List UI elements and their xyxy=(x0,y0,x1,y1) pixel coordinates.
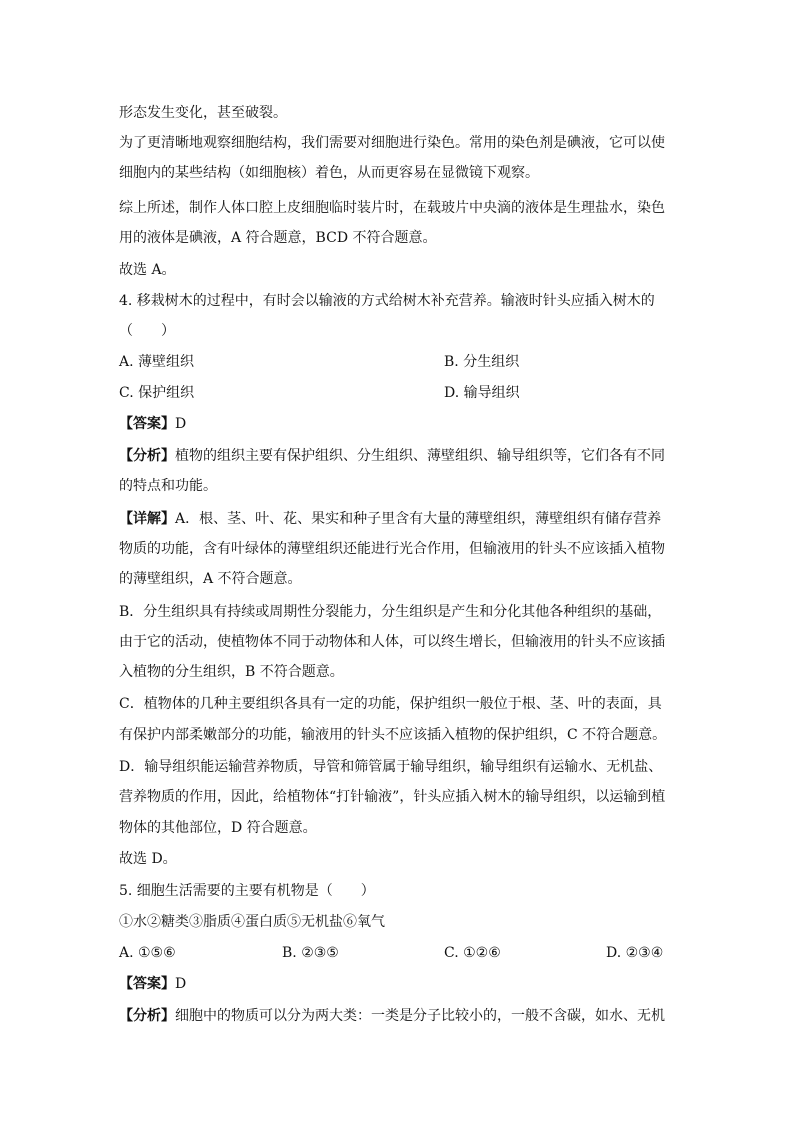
text-line: 故选 A。 xyxy=(119,262,176,278)
q4-detail-line: 物体的其他部位，D 符合题意。 xyxy=(119,820,317,836)
q4-detail-line: 物质的功能，含有叶绿体的薄壁组织还能进行光合作用，但输液用的针头不应该插入植物 xyxy=(119,541,665,557)
q4-detail-line: 由于它的活动，使植物体不同于动物体和人体，可以终生增长，但输液用的针头不应该插 xyxy=(119,634,665,650)
q4-detail-line: 入植物的分生组织，B 不符合题意。 xyxy=(119,664,344,680)
q4-detail-line: 的薄壁组织，A 不符合题意。 xyxy=(119,571,302,587)
q4-option-c: C. 保护组织 xyxy=(119,385,195,401)
detail-text: A．根、茎、叶、花、果实和种子里含有大量的薄壁组织，薄壁组织有储存营养 xyxy=(175,511,662,527)
q5-option-b: B. ②③⑤ xyxy=(282,945,339,961)
q4-option-d: D. 输导组织 xyxy=(444,385,520,401)
question-5-items: ①水②糖类③脂质④蛋白质⑤无机盐⑥氧气 xyxy=(119,914,385,930)
q5-option-c: C. ①②⑥ xyxy=(444,945,501,961)
q4-conclusion: 故选 D。 xyxy=(119,851,177,867)
q4-detail xyxy=(119,509,661,529)
detail-tag: 【详解】 xyxy=(119,511,175,527)
answer-value: D xyxy=(175,976,187,992)
q4-detail-line: 有保护内部柔嫩部分的功能，输液用的针头不应该插入植物的保护组织，C 不符合题意。 xyxy=(119,727,667,743)
answer-value: D xyxy=(175,416,187,432)
analysis-tag: 【分析】 xyxy=(119,448,175,464)
question-4-stem-paren: （ ） xyxy=(119,323,175,339)
text-line: 细胞内的某些结构（如细胞核）着色，从而更容易在显微镜下观察。 xyxy=(119,165,539,181)
q4-detail-line: C．植物体的几种主要组织各具有一定的功能，保护组织一般位于根、茎、叶的表面，具 xyxy=(119,696,662,712)
q4-detail-line: D．输导组织能运输营养物质，导管和筛管属于输导组织，输导组织有运输水、无机盐、 xyxy=(119,759,663,775)
analysis-tag: 【分析】 xyxy=(119,1008,175,1024)
q5-analysis xyxy=(119,1006,665,1026)
analysis-text: 植物的组织主要有保护组织、分生组织、薄壁组织、输导组织等，它们各有不同 xyxy=(175,448,665,464)
q5-option-d: D. ②③④ xyxy=(606,945,664,961)
q4-answer xyxy=(119,414,186,434)
question-4-stem: 4. 移栽树木的过程中，有时会以输液的方式给树木补充营养。输液时针头应插入树木的 xyxy=(119,293,655,309)
text-line: 形态发生变化，甚至破裂。 xyxy=(119,105,287,121)
text-line: 为了更清晰地观察细胞结构，我们需要对细胞进行染色。常用的染色剂是碘液，它可以使 xyxy=(119,135,665,151)
q5-option-a: A. ①⑤⑥ xyxy=(119,945,176,961)
q4-analysis xyxy=(119,446,665,466)
q4-option-a: A. 薄壁组织 xyxy=(119,354,195,370)
q4-option-b: B. 分生组织 xyxy=(444,354,520,370)
text-line: 综上所述，制作人体口腔上皮细胞临时装片时，在载玻片中央滴的液体是生理盐水，染色 xyxy=(119,200,665,216)
q4-detail-line: B．分生组织具有持续或周期性分裂能力，分生组织是产生和分化其他各种组织的基础， xyxy=(119,604,662,620)
question-5-stem: 5. 细胞生活需要的主要有机物是（ ） xyxy=(119,883,375,899)
q5-answer xyxy=(119,974,186,994)
analysis-text: 细胞中的物质可以分为两大类：一类是分子比较小的，一般不含碳，如水、无机 xyxy=(175,1008,665,1024)
q4-detail-line: 营养物质的作用，因此，给植物体“打针输液”，针头应插入树木的输导组织，以运输到植 xyxy=(119,789,666,805)
answer-tag: 【答案】 xyxy=(119,416,175,432)
text-line: 用的液体是碘液，A 符合题意，BCD 不符合题意。 xyxy=(119,230,437,246)
q4-analysis-cont: 的特点和功能。 xyxy=(119,478,217,494)
answer-tag: 【答案】 xyxy=(119,976,175,992)
